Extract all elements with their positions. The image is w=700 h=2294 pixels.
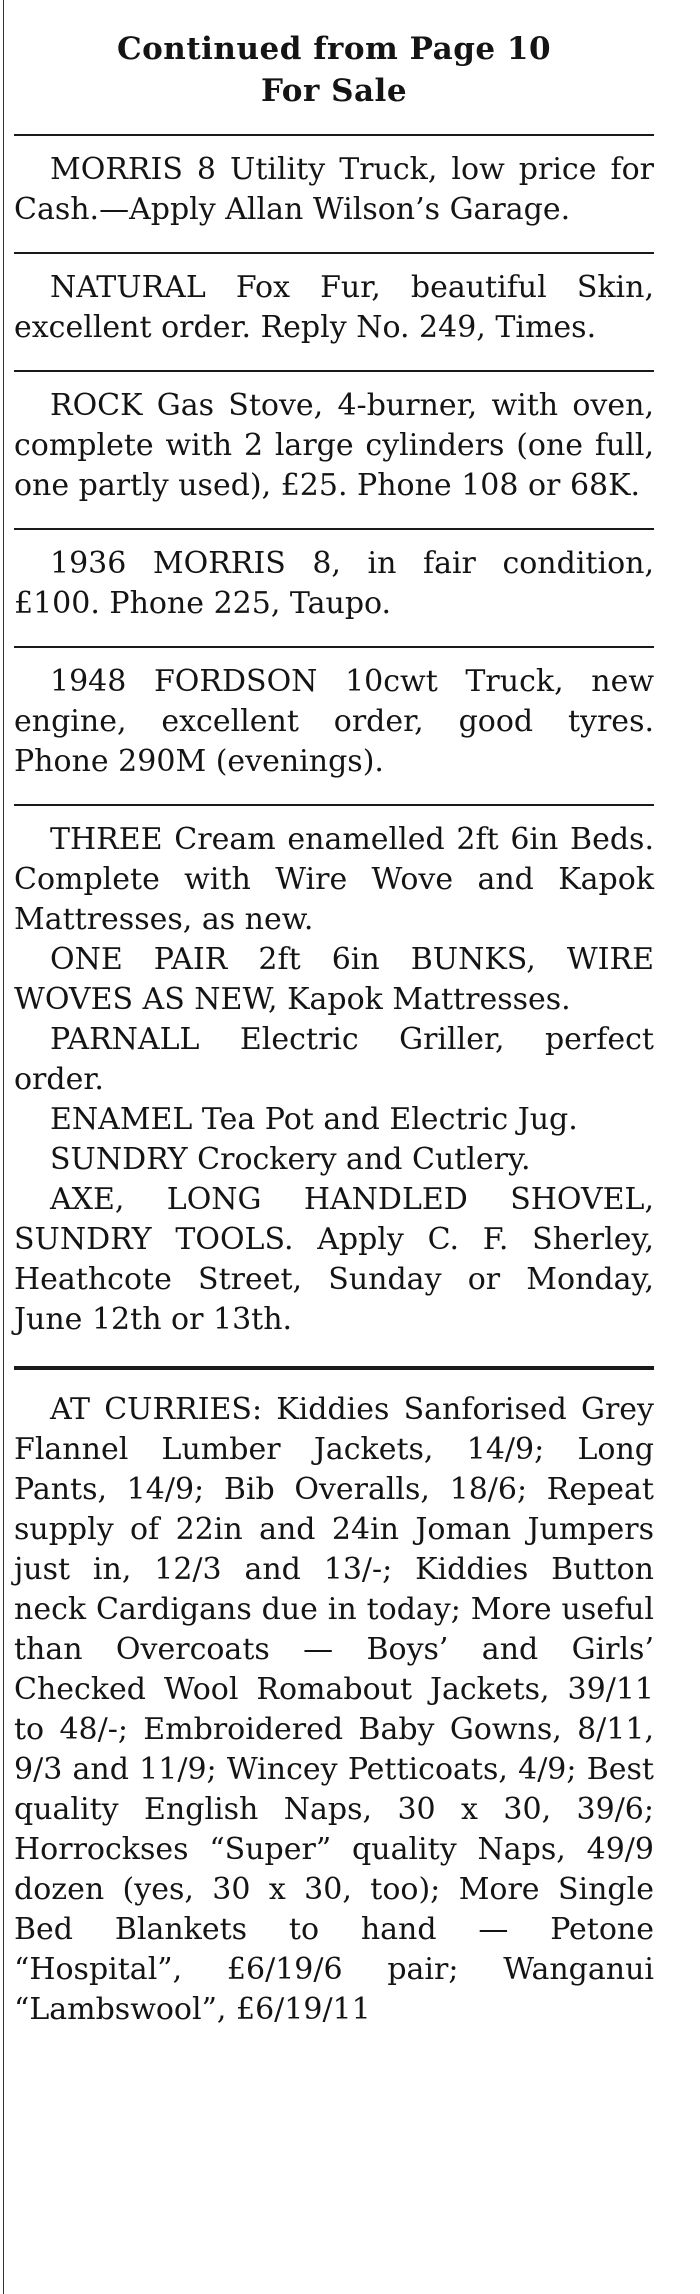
ad-text: 1936 MORRIS 8, in fair condition, £100. Phone 225, Taupo. <box>14 546 654 621</box>
column-left-rule <box>3 0 4 2294</box>
ad-paragraph: AXE, LONG HANDLED SHOVEL, SUNDRY TOOLS. Apply C. F. Sherley, Heathcote Street, Sunday or Monday, June 12th or 13th. <box>14 1182 654 1337</box>
ad-paragraph: PARNALL Electric Griller, perfect order. <box>14 1022 654 1097</box>
classified-ad-sherley-household <box>14 806 654 1340</box>
ad-paragraph: ENAMEL Tea Pot and Electric Jug. <box>50 1102 578 1137</box>
classified-ad-fox-fur <box>14 254 654 348</box>
continued-from-line: Continued from Page 10 <box>116 31 552 67</box>
classified-ad-morris-1936 <box>14 530 654 624</box>
classified-ad-fordson-truck <box>14 648 654 782</box>
ad-text: 1948 FORDSON 10cwt Truck, new engine, excellent order, good tyres. Phone 290M (evenings). <box>14 664 654 779</box>
ad-paragraph: SUNDRY Crockery and Cutlery. <box>50 1142 531 1177</box>
ad-text: NATURAL Fox Fur, beautiful Skin, excellent order. Reply No. 249, Times. <box>14 270 654 345</box>
classified-ad-morris-truck <box>14 136 654 230</box>
ad-text: ROCK Gas Stove, 4-burner, with oven, complete with 2 large cylinders (one full, one partly used), £25. Phone 108 or 68K. <box>14 388 654 503</box>
ad-text: AT CURRIES: Kiddies Sanforised Grey Flannel Lumber Jackets, 14/9; Long Pants, 14/9; Bib Overalls, 18/6; Repeat supply of 22in and 24in Joman Jumpers just in, 12/3 and 13/-; Kiddies Button neck Cardigans due in today; More useful than Overcoats — Boys’ and Girls’ Checked Wool Romabout Jackets, 39/11 to 48/-; Embroidered Baby Gowns, 8/11, 9/3 and 11/9; Wincey Petticoats, 4/9; Best quality English Naps, 30 x 30, 39/6; Horrockses “Super” quality Naps, 49/9 dozen (yes, 30 x 30, too); More Single Bed Blankets to hand — Petone “Hospital”, £6/19/6 pair; Wanganui “Lambswool”, £6/19/11 <box>14 1392 654 2027</box>
ad-text: MORRIS 8 Utility Truck, low price for Cash.—Apply Allan Wilson’s Garage. <box>14 152 654 227</box>
classified-column <box>14 0 654 2030</box>
for-sale-title: For Sale <box>260 73 408 109</box>
classified-ad-gas-stove <box>14 372 654 506</box>
classified-ad-curries <box>14 1370 654 2030</box>
ad-paragraph: ONE PAIR 2ft 6in BUNKS, WIRE WOVES AS NEW, Kapok Mattresses. <box>14 942 654 1017</box>
ad-paragraph: THREE Cream enamelled 2ft 6in Beds. Complete with Wire Wove and Kapok Mattresses, as new. <box>14 822 654 937</box>
section-heading <box>14 28 654 112</box>
